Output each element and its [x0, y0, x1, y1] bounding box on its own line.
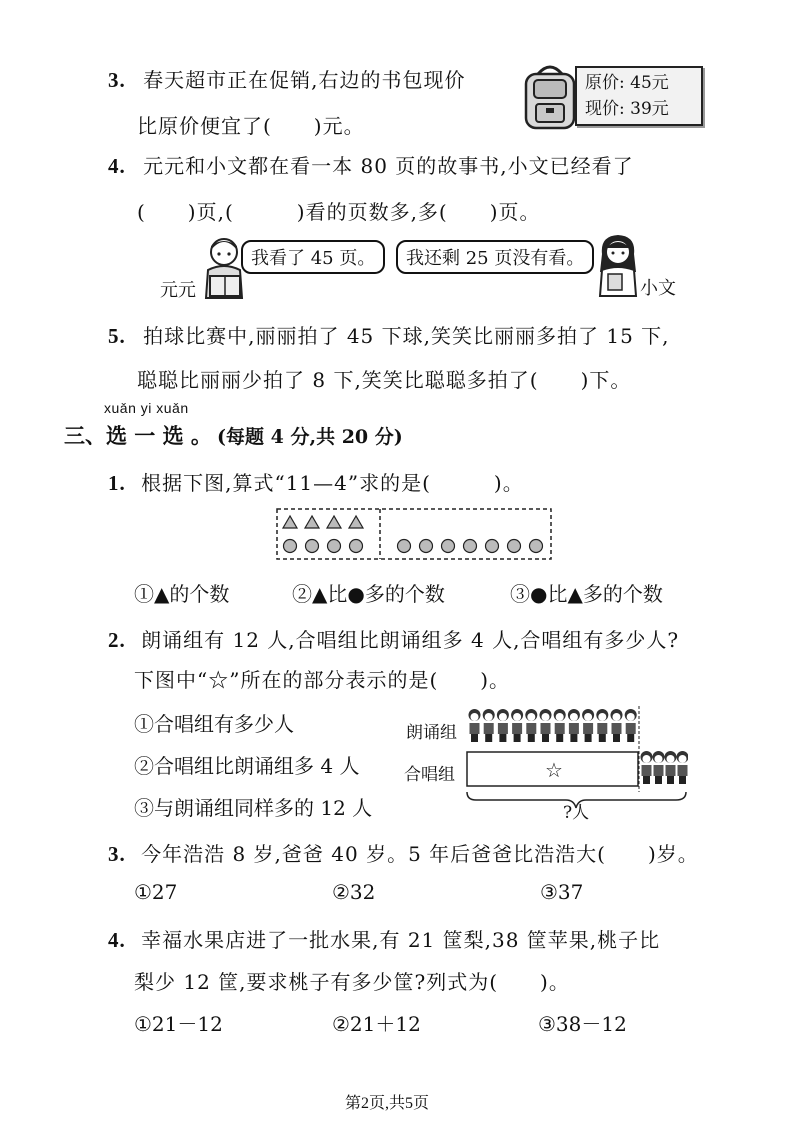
option-3[interactable]: ③与朗诵组同样多的 12 人 [134, 796, 373, 820]
circle-icon [442, 540, 455, 553]
question-choice-2 [108, 624, 679, 653]
circle-icon [486, 540, 499, 553]
question-number: 2. [108, 628, 126, 652]
star-symbol: ☆ [545, 758, 563, 782]
triangle-icon [283, 516, 297, 528]
option-3[interactable]: ③38－12 [538, 1012, 627, 1036]
section-pinyin: xuǎn yi xuǎn [104, 400, 189, 416]
option-3[interactable]: ③●比▲多的个数 [510, 582, 663, 606]
question-number: 5. [108, 324, 126, 348]
circle-icon [328, 540, 341, 553]
name-xiaowen: 小文 [640, 278, 676, 299]
question-text: 元元和小文都在看一本 80 页的故事书,小文已经看了 [143, 154, 634, 178]
question-fill-5-line2: 聪聪比丽丽少拍了 8 下,笑笑比聪聪多拍了( )下。 [137, 368, 632, 392]
option-2[interactable]: ②合唱组比朗诵组多 4 人 [134, 754, 360, 778]
person-icon [641, 751, 653, 784]
person-icon [497, 709, 509, 742]
person-icon [653, 751, 665, 784]
question-choice-4-line2: 梨少 12 筐,要求桃子有多少筐?列式为( )。 [134, 970, 570, 994]
speech-bubble-right: 我还剩 25 页没有看。 [396, 240, 594, 274]
question-number: 3. [108, 842, 126, 866]
name-yuanyuan: 元元 [160, 280, 196, 301]
question-text: 拍球比赛中,丽丽拍了 45 下球,笑笑比丽丽多拍了 15 下, [143, 324, 670, 348]
triangle-icon [327, 516, 341, 528]
question-text: 朗诵组有 12 人,合唱组比朗诵组多 4 人,合唱组有多少人? [141, 628, 680, 652]
question-number: 4. [108, 928, 126, 952]
question-number: 4. [108, 154, 126, 178]
question-choice-3 [108, 838, 699, 867]
person-icon [625, 709, 637, 742]
shape-diagram [276, 508, 552, 560]
person-icon [611, 709, 623, 742]
option-2[interactable]: ②32 [332, 880, 376, 904]
person-icon [596, 709, 608, 742]
person-icon [582, 709, 594, 742]
question-text: 根据下图,算式“11—4”求的是( )。 [141, 471, 524, 495]
person-icon [540, 709, 552, 742]
person-icon [677, 751, 689, 784]
section-header [64, 420, 403, 450]
question-choice-2-line2: 下图中“☆”所在的部分表示的是( )。 [134, 668, 511, 692]
option-2[interactable]: ②▲比●多的个数 [292, 582, 445, 606]
option-1[interactable]: ①▲的个数 [134, 582, 230, 606]
option-1[interactable]: ①27 [134, 880, 178, 904]
price-original: 原价: 45元 [585, 73, 669, 93]
triangle-icon [305, 516, 319, 528]
total-label: ?人 [563, 803, 590, 823]
circle-icon [398, 540, 411, 553]
circle-icon [508, 540, 521, 553]
question-fill-4 [108, 150, 634, 179]
option-3[interactable]: ③37 [540, 880, 584, 904]
row-label-recitation: 朗诵组 [406, 723, 457, 743]
option-1[interactable]: ①21－12 [134, 1012, 223, 1036]
question-text: 春天超市正在促销,右边的书包现价 [143, 68, 466, 92]
price-now: 现价: 39元 [585, 99, 669, 119]
circle-icon [464, 540, 477, 553]
price-tag [575, 66, 703, 126]
page-footer: 第2页,共5页 [345, 1095, 430, 1112]
question-text: 幸福水果店进了一批水果,有 21 筐梨,38 筐苹果,桃子比 [141, 928, 661, 952]
question-text: 今年浩浩 8 岁,爸爸 40 岁。5 年后爸爸比浩浩大( )岁。 [141, 842, 699, 866]
section-title: 三、选 一 选 。 [64, 423, 212, 448]
person-icon [665, 751, 677, 784]
person-icon [511, 709, 523, 742]
person-icon [469, 709, 481, 742]
question-choice-1 [108, 467, 524, 496]
circle-icon [284, 540, 297, 553]
person-icon [554, 709, 566, 742]
question-fill-3-line2: 比原价便宜了( )元。 [137, 114, 365, 138]
row-label-choir: 合唱组 [404, 765, 455, 785]
person-icon [483, 709, 495, 742]
question-choice-4 [108, 924, 660, 953]
backpack-illustration [520, 62, 580, 132]
question-fill-5 [108, 320, 670, 349]
person-icon [525, 709, 537, 742]
person-icon [568, 709, 580, 742]
circle-icon [350, 540, 363, 553]
question-number: 1. [108, 471, 126, 495]
question-fill-3 [108, 64, 465, 93]
girl-reading-illustration [596, 232, 640, 298]
speech-bubble-left: 我看了 45 页。 [241, 240, 385, 274]
question-number: 3. [108, 68, 126, 92]
option-2[interactable]: ②21＋12 [332, 1012, 421, 1036]
circle-icon [306, 540, 319, 553]
section-score-note: (每题 4 分,共 20 分) [217, 426, 403, 448]
option-1[interactable]: ①合唱组有多少人 [134, 712, 294, 736]
question-fill-4-line2: ( )页,( )看的页数多,多( )页。 [137, 200, 541, 224]
circle-icon [530, 540, 543, 553]
triangle-icon [349, 516, 363, 528]
circle-icon [420, 540, 433, 553]
